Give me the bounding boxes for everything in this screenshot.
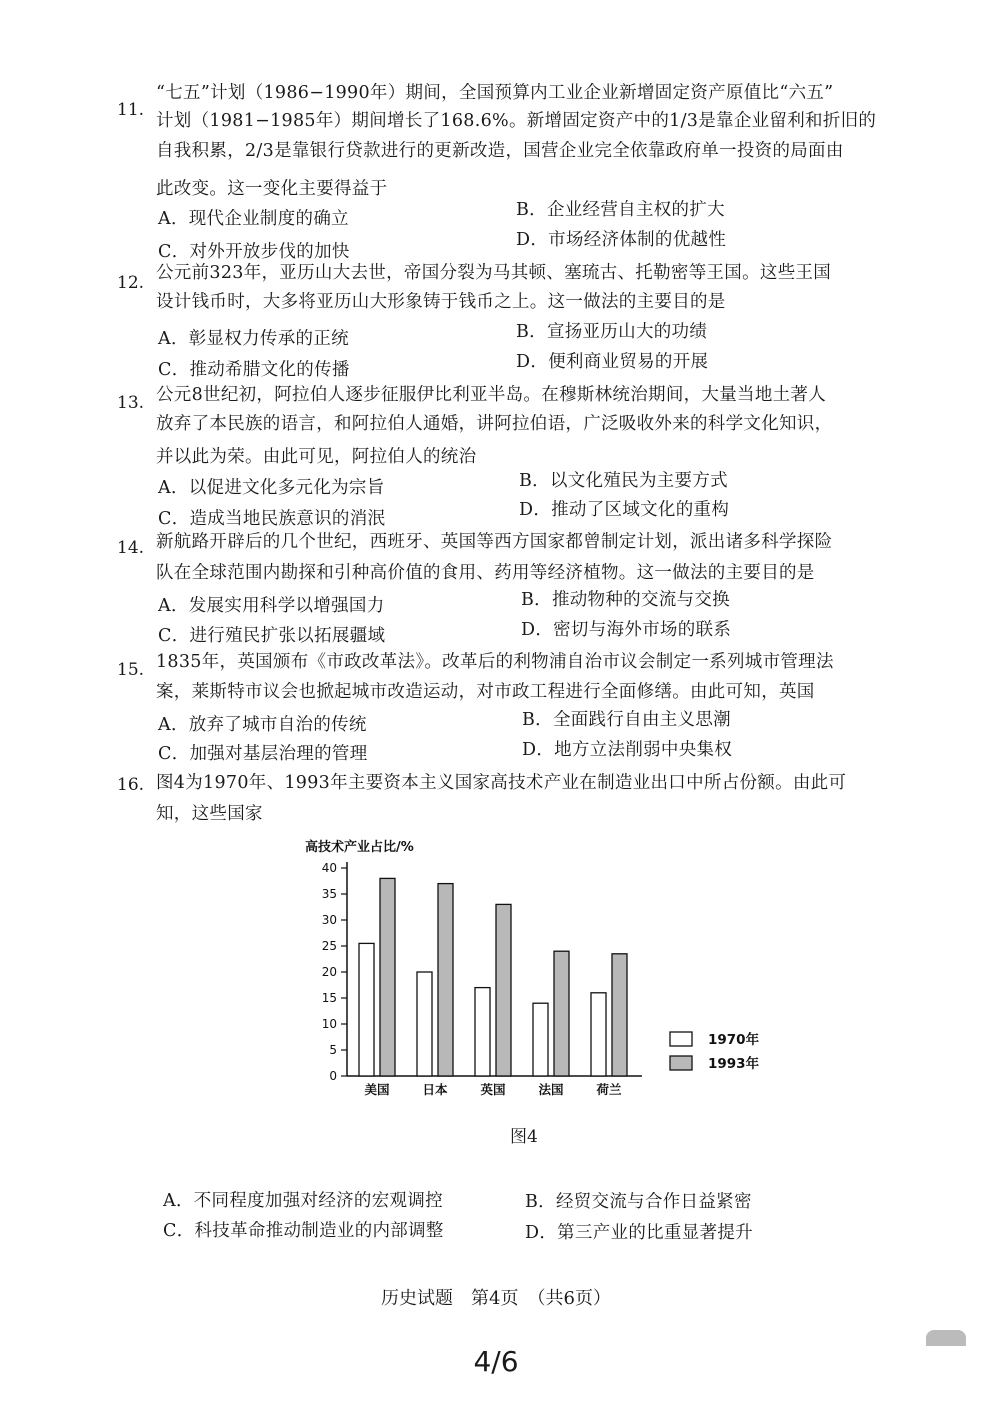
question-number: 16.	[117, 775, 145, 795]
bar-1970	[359, 943, 374, 1076]
question-number: 11.	[117, 100, 145, 120]
bar-1970	[533, 1003, 548, 1076]
option-a[interactable]: A．放弃了城市自治的传统	[158, 715, 367, 735]
option-b[interactable]: B．企业经营自主权的扩大	[516, 200, 725, 220]
question-line: 计划（1981−1985年）期间增长了168.6%。新增固定资产中的1/3是靠企业留利和折旧的	[156, 111, 877, 131]
question-line: 公元8世纪初，阿拉伯人逐步征服伊比利亚半岛。在穆斯林统治期间，大量当地土著人	[156, 385, 827, 405]
option-c[interactable]: C．进行殖民扩张以拓展疆域	[158, 626, 386, 646]
option-b[interactable]: B．宣扬亚历山大的功绩	[516, 322, 708, 342]
y-tick-label: 15	[321, 991, 337, 1005]
bar-1993	[438, 884, 453, 1076]
y-axis-label: 高技术产业占比/%	[305, 840, 414, 855]
option-d[interactable]: D．便利商业贸易的开展	[516, 352, 709, 372]
question-number: 12.	[117, 273, 145, 293]
y-tick-label: 10	[321, 1017, 337, 1031]
bar-1970	[591, 993, 606, 1076]
option-c[interactable]: C．加强对基层治理的管理	[158, 744, 368, 764]
question-number: 15.	[117, 660, 145, 680]
question-line: 队在全球范围内勘探和引种高价值的食用、药用等经济植物。这一做法的主要目的是	[156, 563, 815, 583]
x-tick-label: 法国	[538, 1082, 564, 1097]
option-d[interactable]: D．推动了区域文化的重构	[519, 500, 730, 520]
y-tick-label: 35	[321, 887, 337, 901]
option-b[interactable]: B．推动物种的交流与交换	[521, 590, 730, 610]
x-tick-label: 美国	[364, 1082, 390, 1097]
question-line: 并以此为荣。由此可见，阿拉伯人的统治	[156, 447, 477, 467]
bar-1993	[380, 878, 395, 1076]
question-line: 知，这些国家	[156, 804, 263, 824]
bar-1993	[612, 954, 627, 1076]
y-tick-label: 20	[321, 965, 337, 979]
x-tick-label: 荷兰	[596, 1082, 622, 1097]
question-line: “七五”计划（1986−1990年）期间，全国预算内工业企业新增固定资产原值比“六五”	[156, 83, 834, 103]
option-d[interactable]: D．市场经济体制的优越性	[516, 230, 727, 250]
question-line: 放弃了本民族的语言，和阿拉伯人通婚，讲阿拉伯语，广泛吸收外来的科学文化知识，	[156, 414, 833, 434]
option-a[interactable]: A．不同程度加强对经济的宏观调控	[163, 1191, 443, 1211]
bar-1970	[475, 988, 490, 1076]
question-line: 1835年，英国颁布《市政改革法》。改革后的利物浦自治市议会制定一系列城市管理法	[156, 652, 834, 672]
page-curl-mark	[926, 1330, 966, 1346]
bar-1970	[417, 972, 432, 1076]
bar-1993	[496, 904, 511, 1076]
y-tick-label: 25	[321, 939, 337, 953]
bar-chart	[290, 830, 780, 1105]
legend-label: 1993年	[708, 1056, 760, 1072]
question-line: 此改变。这一变化主要得益于	[156, 179, 388, 199]
option-c[interactable]: C．造成当地民族意识的消泯	[158, 509, 386, 529]
y-tick-label: 30	[321, 913, 337, 927]
option-d[interactable]: D．地方立法削弱中央集权	[522, 740, 733, 760]
page-footer: 历史试题 第4页 （共6页）	[381, 1288, 611, 1309]
y-tick-label: 0	[329, 1069, 337, 1083]
page-indicator: 4/6	[473, 1345, 519, 1378]
option-b[interactable]: B．以文化殖民为主要方式	[519, 471, 728, 491]
option-d[interactable]: D．密切与海外市场的联系	[521, 620, 732, 640]
question-line: 图4为1970年、1993年主要资本主义国家高技术产业在制造业出口中所占份额。由此可	[156, 773, 847, 793]
option-a[interactable]: A．彰显权力传承的正统	[158, 329, 349, 349]
question-line: 设计钱币时，大多将亚历山大形象铸于钱币之上。这一做法的主要目的是	[156, 292, 726, 312]
option-d[interactable]: D．第三产业的比重显著提升	[525, 1223, 753, 1243]
legend-swatch	[670, 1032, 692, 1046]
y-tick-label: 40	[321, 861, 337, 875]
option-a[interactable]: A．以促进文化多元化为宗旨	[158, 478, 385, 498]
question-number: 13.	[117, 393, 145, 413]
legend-swatch	[670, 1056, 692, 1070]
option-c[interactable]: C．对外开放步伐的加快	[158, 242, 350, 262]
option-b[interactable]: B．经贸交流与合作日益紧密	[525, 1192, 752, 1212]
option-c[interactable]: C．推动希腊文化的传播	[158, 360, 350, 380]
question-line: 新航路开辟后的几个世纪，西班牙、英国等西方国家都曾制定计划，派出诸多科学探险	[156, 532, 833, 552]
question-number: 14.	[117, 538, 145, 558]
option-b[interactable]: B．全面践行自由主义思潮	[522, 710, 731, 730]
option-a[interactable]: A．发展实用科学以增强国力	[158, 596, 385, 616]
x-tick-label: 英国	[480, 1082, 506, 1097]
option-c[interactable]: C．科技革命推动制造业的内部调整	[163, 1221, 444, 1241]
legend-label: 1970年	[708, 1032, 760, 1048]
y-tick-label: 5	[329, 1043, 337, 1057]
bar-1993	[554, 951, 569, 1076]
figure-caption: 图4	[510, 1127, 538, 1147]
x-tick-label: 日本	[422, 1082, 448, 1097]
question-line: 自我积累，2/3是靠银行贷款进行的更新改造，国营企业完全依靠政府单一投资的局面由	[156, 141, 844, 161]
question-line: 公元前323年，亚历山大去世，帝国分裂为马其顿、塞琉古、托勒密等王国。这些王国	[156, 263, 832, 283]
question-line: 案，莱斯特市议会也掀起城市改造运动，对市政工程进行全面修缮。由此可知，英国	[156, 682, 815, 702]
option-a[interactable]: A．现代企业制度的确立	[158, 209, 349, 229]
